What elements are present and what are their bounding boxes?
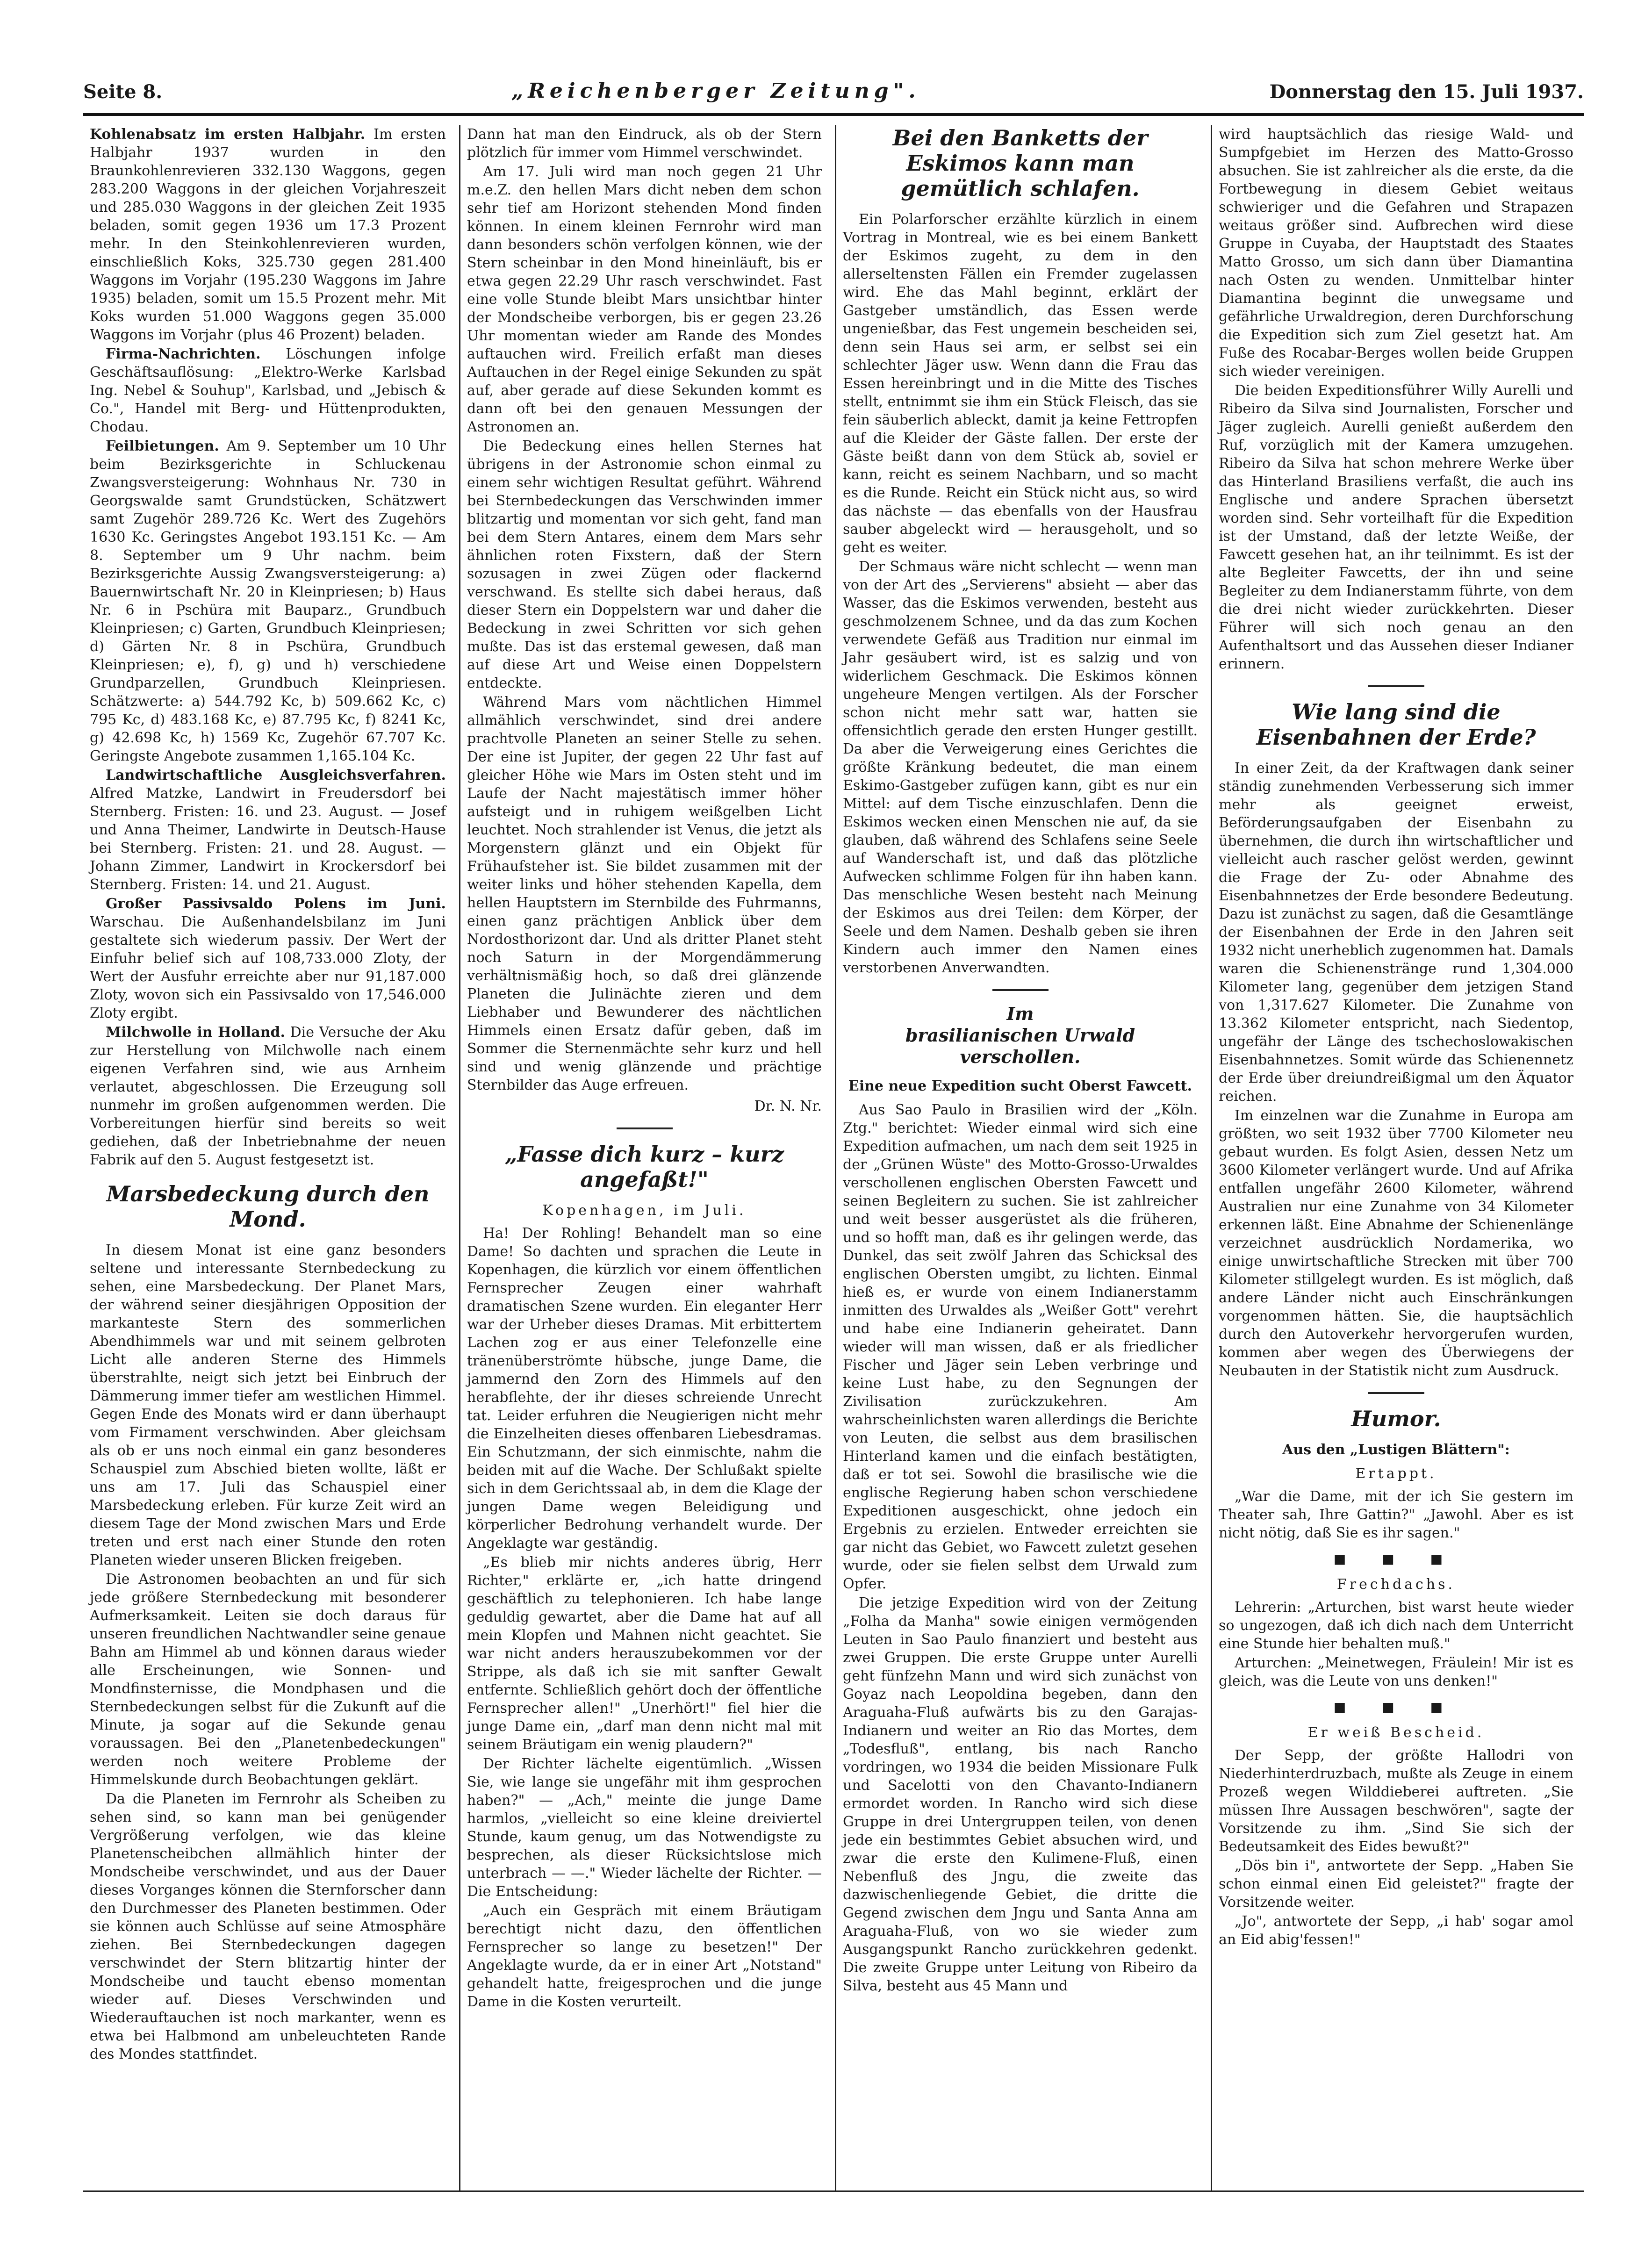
signature: Dr. N. Nr. [754,1098,822,1114]
joke-title: Ertappt. [1355,1465,1437,1482]
joke-text: „Dös bin i", antwortete der Sepp. „Haben Sie schon einmal einen Eid geleistet?" fragte der Vorsitzende weiter. [1219,1858,1573,1910]
article-milch [90,1023,446,1169]
subheadline: Eine neue Expedition sucht Oberst Fawcett. [848,1078,1192,1094]
paragraph: Die beiden Expeditionsführer Willy Aurelli und Ribeiro da Silva sind Journalisten, Forscher und Jäger zugleich. Aurelli genießt außerdem den Ruf, vorzüglich mit der Kamera umzugehen. Ribeiro da Silva hat schon mehrere Werke über das Hinterland Brasiliens verfaßt, die auch ins Englische und andere Sprachen übersetzt worden sind. Sehr vorteilhaft für die Expedition ist der Umstand, daß der letzte Weiße, der Fawcett gesehen hat, an ihr teilnimmt. Es ist der alte Begleiter Fawcetts, der ihn und seine Begleiter zu dem Indianerstamm führte, von dem die drei nicht wieder zurückkehrten. Dieser Führer will sich noch genau an den Aufenthaltsort und das Aussehen dieser Indianer erinnern. [1219,382,1573,672]
article-text: Die Versuche der Aku zur Herstellung von Milchwolle nach einem eigenen Verfahren sind, wie aus Arnheim verlautet, abgeschlossen. Die Erzeugung soll nunmehr im großen aufgenommen werden. Die Vorbereitungen hierfür sind bereits so weit gediehen, daß der Inbetriebnahme der neuen Fabrik auf den 5. August festgesetzt ist. [90,1024,446,1168]
separator [992,989,1049,991]
paragraph: Die jetzige Expedition wird von der Zeitung „Folha da Manha" sowie einigen vermögenden Leuten in Sao Paulo finanziert und besteht aus zwei Gruppen. Die erste Gruppe unter Aurelli geht fünfzehn Mann und wird sich zunächst von Goyaz nach Leopoldina begeben, dann den Araguaha-Fluß aufwärts bis zu den Garajas-Indianern und weiter an Rio das Mortes, dem „Todesfluß", entlang, bis nach Rancho vordringen, wo 1934 die beiden Missionare Fulk und Sacelotti von den Chavanto-Indianern ermordet worden. In Rancho wird sich diese Gruppe in drei Untergruppen teilen, von denen jede ein bestimmtes Gebiet absuchen wird, und zwar die erste den Kulimene-Fluß, einen Nebenfluß des Jngu, die zweite das dazwischenliegende Gebiet, die dritte die Gegend zwischen dem Jngu und Santa Anna am Araguaha-Fluß, von wo sie wieder zum Ausgangspunkt Rancho zurückkehren gedenkt. Die zweite Gruppe unter Leitung von Ribeiro da Silva, besteht aus 45 Mann und [843,1595,1198,1994]
page-frame [83,61,1584,2192]
article-lead: Kohlenabsatz im ersten Halbjahr. [90,126,366,143]
issue-date: Donnerstag den 15. Juli 1937. [1269,81,1584,103]
column-3 [835,125,1204,2190]
headline-brasil-line1: Im [1006,1003,1034,1024]
article-lead: Milchwolle in Holland. [106,1024,285,1041]
paragraph: In diesem Monat ist eine ganz besonders seltene und interessante Sternbedeckung zu sehen, eine Marsbedeckung. Der Planet Mars, der während seiner diesjährigen Opposition der markanteste Stern des sommerlichen Abendhimmels war und mit seinem gelbroten Licht alle anderen Sterne des Himmels überstrahlte, neigt sich jetzt bei Einbruch der Dämmerung immer tiefer am westlichen Himmel. Gegen Ende des Monats wird er dann überhaupt vom Firmament verschwinden. Aber gleichsam als ob er uns noch einmal ein ganz besonderes Schauspiel zum Abschied bieten wollte, läßt er uns am 17. Juli das Schauspiel einer Marsbedeckung erleben. Für kurze Zeit wird an diesem Tage der Mond zwischen Mars und Erde treten und erst nach einer Stunde den roten Planeten wieder unseren Blicken freigeben. [90,1242,446,1568]
article-lead: Landwirtschaftliche Ausgleichsverfahren. [106,767,446,783]
paragraph: „Es blieb mir nichts anderes übrig, Herr Richter," erklärte er, „ich hatte dringend geschäftlich zu telephonieren. Ich habe lange geduldig gewartet, aber die Dame hat auf all mein Klopfen und Mahnen nicht geachtet. Sie war nicht anders herauszubekommen vor der Strippe, als daß ich sie mit sanfter Gewalt entfernte. Schließlich gehört doch der öffentliche Fernsprecher allen!" „Unerhört!" fiel hier die junge Dame ein, „darf man denn nicht mal mit seinem Bräutigam ein wenig plaudern?" [467,1554,822,1753]
article-landw [90,766,446,894]
headline-eskimo: Bei den Banketts der Eskimos kann man gemütlich schlafen. [892,125,1148,201]
article-lead: Feilbietungen. [106,438,219,454]
paragraph: Ein Polarforscher erzählte kürzlich in einem Vortrag in Montreal, wie es bei einem Bankett der Eskimos zugeht, zu dem in den allerseltensten Fällen ein Fremder zugelassen wird. Ehe das Mahl beginnt, erklärt der Gastgeber umständlich, das Essen werde ungenießbar, das Fest ungemein bescheiden sei, denn sein Haus sei arm, er selbst sei ein schlechter Jäger usw. Wenn dann die Frau das Essen hereinbringt und in die Mitte des Tisches stellt, entnimmt sie ihm ein Stück Fleisch, das sie fein säuberlich ableckt, damit ja keine Fettropfen auf die Kleider der Gäste fallen. Der erste der Gäste beißt dann von dem Stück ab, soviel er kann, reicht es seinem Nachbarn, und so macht es die Runde. Reicht ein Stück nicht aus, so wird das nächste — das ebenfalls von der Hausfrau sauber abgeleckt wird — herausgeholt, und so geht es weiter. [843,211,1198,556]
paragraph: Aus Sao Paulo in Brasilien wird der „Köln. Ztg." berichtet: Wieder einmal wird sich eine Expedition aufmachen, um nach dem seit 1925 in der „Grünen Wüste" des Motto-Grosso-Urwaldes verschollenen englischen Obersten Fawcett und seinen Begleitern zu suchen. Sie ist zahlreicher und weit besser ausgerüstet als die früheren, und so hofft man, daß es ihr gelingen werde, das Dunkel, das seit zwölf Jahren das Schicksal des englischen Obersten umgibt, zu lichten. Einmal hieß es, er wurde von einem Indianerstamm inmitten des Urwaldes als „Weißer Gott" verehrt und habe eine Indianerin geheiratet. Dann wieder will man wissen, daß er als friedlicher Fischer und Jäger sein Leben verbringe und keine Lust habe, zu den Segnungen der Zivilisation zurückzukehren. Am wahrscheinlichsten waren allerdings die Berichte von Leuten, die selbst aus dem brasilischen Hinterland kamen und die einfach bestätigten, daß er tot sei. Sowohl die brasilische wie die englische Regierung haben schon verschiedene Expeditionen ausgeschickt, ohne jedoch ein Ergebnis zu erzielen. Entweder erreichten sie gar nicht das Gebiet, wo Fawcett zuletzt gesehen wurde, oder sie fielen selbst dem Urwald zum Opfer. [843,1102,1198,1592]
headline-bahn: Wie lang sind die Eisenbahnen der Erde? [1256,699,1536,750]
footer-rule [83,2190,1584,2192]
paragraph: Die Astronomen beobachten an und für sich jede größere Sternbedeckung mit besonderer Aufmerksamkeit. Leiten sie doch daraus für unseren freundlichen Nachtwandler seine genaue Bahn am Himmel ab und können daraus wieder alle Erscheinungen, wie Sonnen- und Mondfinsternisse, die Mondphasen und die Sternbedeckungen selbst für die Zukunft auf die Minute, ja sogar auf die Sekunde genau voraussagen. Bei den „Planetenbedeckungen" werden noch weitere Probleme der Himmelskunde durch Beobachtungen geklärt. [90,1571,446,1788]
article-text: Im ersten Halbjahr 1937 wurden in den Braunkohlenrevieren 332.130 Waggons, gegen 283.200 Waggons in der gleichen Vorjahreszeit und 285.030 Waggons in der gleichen Zeit 1935 beladen, somit gegen 1936 um 17.3 Prozent mehr. In den Steinkohlenrevieren wurden, einschließlich Koks, 325.730 gegen 281.400 Waggons im Vorjahr (195.230 Waggons im Jahre 1935) beladen, somit um 15.5 Prozent mehr. Mit Koks wurden 51.000 Waggons gegen 35.000 Waggons im Vorjahr (plus 46 Prozent) beladen. [90,126,446,343]
columns [83,125,1584,2190]
article-feil [90,437,446,765]
article-polen [90,895,446,1022]
paragraph: In einer Zeit, da der Kraftwagen dank seiner ständig zunehmenden Verbesserung sich immer mehr als geeignet erweist, Beförderungsaufgaben der Eisenbahn zu übernehmen, die durch ihn wirtschaftlicher und vielleicht auch rascher gelöst werden, gewinnt die Frage der Zu- oder Abnahme des Eisenbahnnetzes der Erde besondere Bedeutung. Dazu ist zunächst zu sagen, daß die Gesamtlänge der Eisenbahnen der Erde in den Jahren seit 1932 nicht unerheblich zugenommen hat. Damals waren die Schienenstränge rund 1,304.000 Kilometer lang, gegenüber dem jetzigen Stand von 1,317.627 Kilometer. Die Zunahme von 13.362 Kilometer entspricht, nach Siedentop, ungefähr der Länge des tschechoslowakischen Eisenbahnnetzes. Somit würde das Schienennetz der Erde über dreiundreißigmal um den Äquator reichen. [1219,760,1573,1105]
article-firma [90,345,446,436]
paragraph: Im einzelnen war die Zunahme in Europa am größten, wo seit 1932 über 7700 Kilometer neu gebaut wurden. Es folgt Asien, dessen Netz um 3600 Kilometer verlängert wurde. Und auf Afrika entfallen ungefähr 2600 Kilometer, während Australien nur eine Zunahme von 34 Kilometer erkennen läßt. Eine Abnahme der Schienenlänge verzeichnet ausdrücklich Nordamerika, wo einige unwirtschaftliche Strecken mit über 700 Kilometer stillgelegt wurden. Es ist möglich, daß andere Länder nicht auch Einschränkungen vorgenommen hätten. Sie, die hauptsächlich durch den Autoverkehr hervorgerufen wurden, kommen aber wegen des Überwiegens der Neubauten in der Statistik nicht zum Ausdruck. [1219,1107,1573,1379]
article-text: Löschungen infolge Geschäftsauflösung: „Elektro-Werke Karlsbad Ing. Nebel & Souhup", Karlsbad, und „Jebisch & Co.", Handel mit Berg- und Hüttenprodukten, Chodau. [90,346,446,435]
joke-title: Frechdachs. [1336,1576,1456,1593]
joke-text: Der Sepp, der größte Hallodri von Niederhinterdruzbach, mußte als Zeuge in einem Prozeß wegen Wilddieberei auftreten. „Sie müssen Ihre Aussagen beschwören", sagte der Vorsitzende zu ihm. „Sind Sie sich der Bedeutsamkeit des Eides bewußt?" [1219,1747,1573,1855]
article-text: Warschau. Die Außenhandelsbilanz im Juni gestaltete sich wiederum passiv. Der Wert der Einfuhr belief sich auf 108,733.000 Zloty, der Wert der Ausfuhr erreichte aber nur 91,187.000 Zloty, wovon sich ein Passivsaldo von 17,546.000 Zloty ergibt. [90,914,446,1021]
joke-text: „War die Dame, mit der ich Sie gestern im Theater sah, Ihre Gattin?" „Jawohl. Aber es ist nicht nötig, daß Sie es ihr sagen." [1219,1488,1573,1541]
dateline: Kopenhagen, im Juli. [542,1202,747,1219]
column-1 [83,125,453,2190]
article-lead: Großer Passivsaldo Polens im Juni. [106,896,446,912]
column-2 [459,125,828,2190]
paragraph: wird hauptsächlich das riesige Wald- und Sumpfgebiet im Herzen des Matto-Grosso absuchen. Sie ist zahlreicher als die erste, da die Fortbewegung in diesem Gebiet weitaus schwieriger und die Gefahren und Strapazen weitaus größer sind. Aufbrechen wird diese Gruppe in Cuyaba, der Hauptstadt des Staates Matto Grosso, um sich dann über Diamantina nach Osten zu wenden. Unmittelbar hinter Diamantina beginnt die unwegsame und gefährliche Urwaldregion, deren Durchforschung die Expedition sich zum Ziel gesetzt hat. Am Fuße des Rocabar-Berges wollen beide Gruppen sich wieder vereinigen. [1219,126,1573,380]
paragraph: Während Mars vom nächtlichen Himmel allmählich verschwindet, sind drei andere prachtvolle Planeten an seiner Stelle zu sehen. Der eine ist Jupiter, der gegen 22 Uhr fast auf gleicher Höhe wie Mars im Osten steht und im Laufe der Nacht majestätisch immer höher aufsteigt und in ruhigem weißgelben Licht leuchtet. Noch strahlender ist Venus, die jetzt als Morgenstern glänzt und ein Objekt für Frühaufsteher ist. Sie bildet zusammen mit der weiter links und höher stehenden Kapella, dem hellen Hauptstern im Sternbilde des Fuhrmanns, einen ganz prächtigen Anblick über dem Nordosthorizont dar. Und als dritter Planet steht noch Saturn in der Morgendämmerung verhältnismäßig hoch, so daß drei glänzende Planeten die Julinächte zieren und dem Liebhaber und Bewunderer des nächtlichen Himmels einen Ersatz dafür geben, daß im Sommer die Sternenmächte sehr kurz und hell sind und wenig glänzende und prächtige Sternbilder das Auge erfreuen. [467,694,822,1093]
headline-mars: Marsbedeckung durch den Mond. [106,1181,430,1232]
article-lead: Firma-Nachrichten. [106,346,261,362]
masthead [83,61,1584,103]
article-text: Alfred Matzke, Landwirt in Freudersdorf bei Sternberg. Fristen: 16. und 23. August. — Josef und Anna Theimer, Landwirte in Deutsch-Hause bei Sternberg. Fristen: 21. und 28. August. — Johann Zimmer, Landwirt in Krockersdorf bei Sternberg. Fristen: 14. und 21. August. [90,785,446,893]
paragraph: Da die Planeten im Fernrohr als Scheiben zu sehen sind, so kann man bei genügender Vergrößerung verfolgen, wie das kleine Planetenscheibchen allmählich hinter der Mondscheibe verschwindet, und aus der Dauer dieses Vorganges können die Sternforscher dann den Durchmesser des Planeten bestimmen. Oder sie können auch Schlüsse auf seine Atmosphäre ziehen. Bei Sternbedeckungen dagegen verschwindet der Stern blitzartig hinter der Mondscheibe und taucht ebenso momentan wieder auf. Dieses Verschwinden und Wiederauftauchen ist noch markanter, wenn es etwa bei Halbmond am unbeleuchteten Rande des Mondes stattfindet. [90,1791,446,2062]
headline-humor: Humor. [1351,1406,1441,1431]
joke-text: „Jo", antwortete der Sepp, „i hab' sogar amol an Eid abig'fessen!" [1219,1913,1573,1948]
headline-brasil-line2: brasilianischen Urwald verschollen. [905,1025,1135,1067]
paragraph: Die Bedeckung eines hellen Sternes hat übrigens in der Astronomie schon einmal zu einem sehr wichtigen Resultat geführt. Während bei Sternbedeckungen das Verschwinden immer blitzartig und momentan vor sich geht, fand man bei dem Stern Antares, einem dem Mars sehr ähnlichen roten Fixstern, daß der Stern sozusagen in zwei Zügen oder flackernd verschwand. Es stellte sich dabei heraus, daß dieser Stern ein Doppelstern war und daher die Bedeckung in zwei Schritten vor sich gehen mußte. Das ist das erstemal gewesen, daß man auf diese Art und Weise einen Doppelstern entdeckte. [467,438,822,691]
humor-source: Aus den „Lustigen Blättern": [1282,1442,1510,1458]
page-number: Seite 8. [83,81,163,103]
paragraph: Der Schmaus wäre nicht schlecht — wenn man von der Art des „Servierens" absieht — aber das Wasser, das die Eskimos verwenden, besteht aus geschmolzenem Schnee, und da das zum Kochen verwendete Gefäß aus Tradition nur einmal im Jahr gesäubert wird, ist es salzig und von widerlichem Geschmack. Die Eskimos können ungeheure Mengen vertilgen. Als der Forscher schon nicht mehr satt war, hatten sie offensichtlich gerade den ersten Hunger gestillt. Da aber die Verweigerung eines Gerichtes die größte Kränkung bedeutet, die man einem Eskimo-Gastgeber zufügen kann, gibt es nur ein Mittel: auf dem Tische einzuschlafen. Denn die Eskimos wecken einen Menschen nie auf, da sie glauben, daß während des Schlafens seine Seele auf Wanderschaft ist, und daß das plötzliche Aufwecken schlimme Folgen für ihn haben kann. Das menschliche Wesen besteht nach Meinung der Eskimos aus drei Teilen: dem Körper, der Seele und dem Namen. Deshalb geben sie ihren Kindern auch immer den Namen eines verstorbenen Anverwandten. [843,559,1198,976]
article-kohlen [90,125,446,344]
paragraph: Der Richter lächelte eigentümlich. „Wissen Sie, wie lange sie ungefähr mit ihm gesprochen haben?" — „Ach," meinte die junge Dame harmlos, „vielleicht so eine kleine dreiviertel Stunde, kaum genug, um das Notwendigste zu besprechen, als dieser Rücksichtslose mich unterbrach — —." Wieder lächelte der Richter. — Die Entscheidung: [467,1756,822,1900]
divider-dots: ■ ■ ■ [1333,1699,1459,1715]
paragraph: Dann hat man den Eindruck, als ob der Stern plötzlich für immer vom Himmel verschwindet. [467,126,822,161]
joke-text: Lehrerin: „Arturchen, bist warst heute wieder so ungezogen, daß ich dich nach dem Unterricht eine Stunde hier behalten muß." [1219,1599,1573,1652]
paragraph: Am 17. Juli wird man noch gegen 21 Uhr m.e.Z. den hellen Mars dicht neben dem schon sehr tief am Horizont stehenden Mond finden können. In einem kleinen Fernrohr wird man dann besonders schön verfolgen können, wie der Stern scheinbar in den Mond hineinläuft, bis er etwa gegen 22.29 Uhr rasch verschwindet. Fast eine volle Stunde bleibt Mars unsichtbar hinter der Mondscheibe verborgen, bis er gegen 23.26 Uhr momentan wieder am Rande des Mondes auftauchen wird. Freilich erfaßt man dieses Auftauchen in der Regel einige Sekunden zu spät auf, aber gerade auf diese Sekunden kommt es dann oft bei den genauen Messungen der Astronomen an. [467,164,822,435]
separator [617,1127,673,1129]
divider-dots: ■ ■ ■ [1333,1551,1459,1566]
paragraph: „Auch ein Gespräch mit einem Bräutigam berechtigt nicht dazu, den öffentlichen Fernsprecher so lange zu besetzen!" Der Angeklagte wurde, da er in einer Art „Notstand" gehandelt hatte, freigesprochen und die junge Dame in die Kosten verurteilt. [467,1903,822,2010]
separator [1368,1392,1424,1394]
separator [1368,685,1424,687]
newspaper-title: „Reichenberger Zeitung". [511,79,920,103]
header-rule [83,113,1584,116]
joke-text: Arturchen: „Meinetwegen, Fräulein! Mir ist es gleich, was die Leute von uns denken!" [1219,1655,1573,1689]
joke-title: Er weiß Bescheid. [1307,1724,1485,1741]
headline-fasse: „Fasse dich kurz – kurz angefaßt!" [505,1142,784,1192]
article-text: Am 9. September um 10 Uhr beim Bezirksgerichte in Schluckenau Zwangsversteigerung: Wohnhaus Nr. 730 in Georgswalde samt Grundstücken, Schätzwert samt Zugehör 289.726 Kc. Wert des Zugehörs 1630 Kc. Geringstes Angebot 193.151 Kc. — Am 8. September um 9 Uhr nachm. beim Bezirksgerichte Aussig Zwangsversteigerung: a) Bauernwirtschaft Nr. 20 in Kleinpriesen; b) Haus Nr. 6 in Pschüra mit Bauparz., Grundbuch Kleinpriesen; c) Garten, Grundbuch Kleinpriesen; d) Gärten Nr. 8 in Pschüra, Grundbuch Kleinpriesen; e), f), g) und h) verschiedene Grundparzellen, Grundbuch Kleinpriesen. Schätzwerte: a) 544.792 Kc, b) 509.662 Kc, c) 795 Kc, d) 483.168 Kc, e) 87.795 Kc, f) 8241 Kc, g) 42.698 Kc, h) 1569 Kc, Zugehör 67.707 Kc. Geringste Angebote zusammen 1,165.104 Kc. [90,438,446,764]
paragraph: Ha! Der Rohling! Behandelt man so eine Dame! So dachten und sprachen die Leute in Kopenhagen, die kürzlich vor einem öffentlichen Fernsprecher Zeugen einer wahrhaft dramatischen Szene wurden. Ein eleganter Herr war der Urheber dieses Dramas. Mit erbittertem Lachen zog er aus einer Telefonzelle eine tränenüberströmte hübsche, junge Dame, die jammernd den Zorn des Himmels auf den herabflehte, der ihr dieses schreiende Unrecht tat. Leider erfuhren die Neugierigen nicht mehr die Einzelheiten dieses offenbaren Liebesdramas. Ein Schutzmann, der sich einmischte, nahm die beiden mit auf die Wache. Der Schlußakt spielte sich in dem Gerichtssaal ab, in dem die Klage der jungen Dame wegen Beleidigung und körperlicher Bedrohung verhandelt wurde. Der Angeklagte war geständig. [467,1225,822,1551]
column-4 [1211,125,1580,2190]
